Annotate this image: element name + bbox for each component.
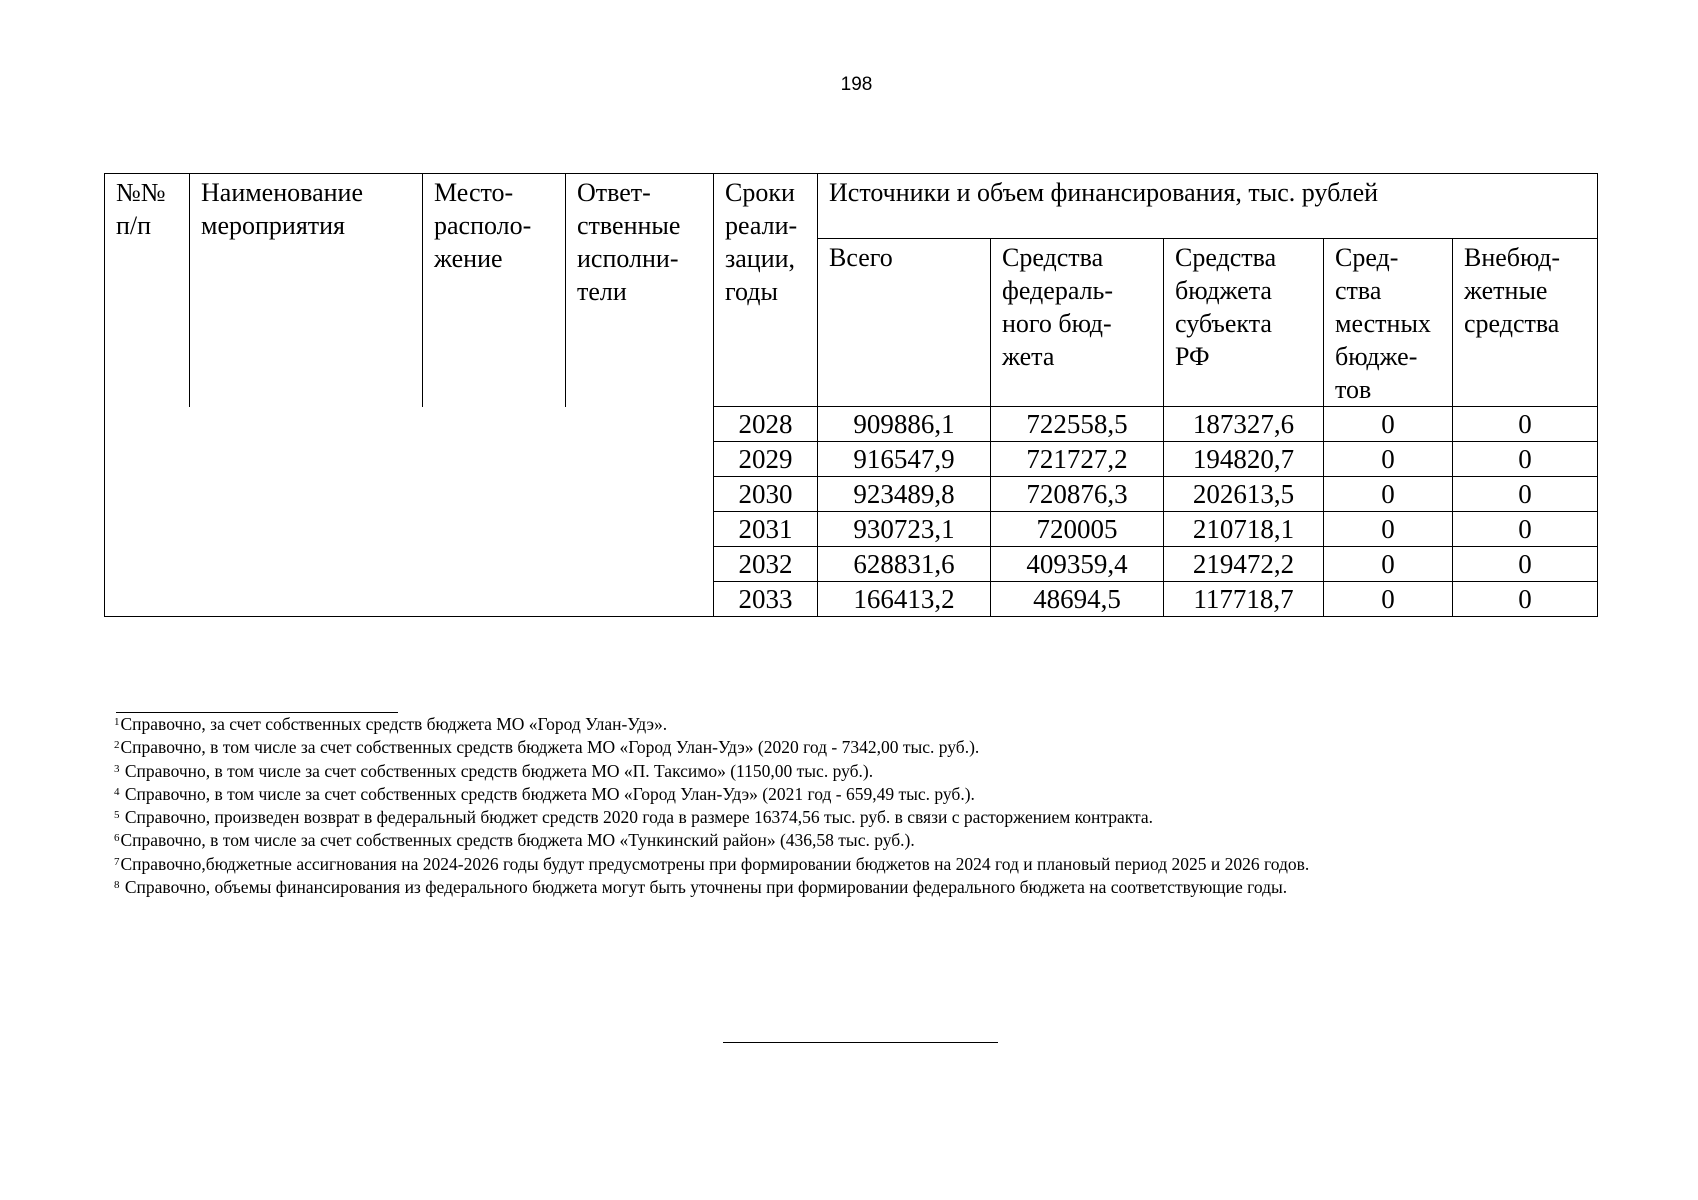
cell-year: 2031 xyxy=(714,512,818,547)
footnote-4 xyxy=(114,783,1594,806)
footnote-5 xyxy=(114,806,1594,829)
cell-regional: 219472,2 xyxy=(1164,547,1324,582)
cell-local: 0 xyxy=(1324,407,1453,442)
page-number: 198 xyxy=(840,74,873,95)
cell-extra: 0 xyxy=(1453,582,1598,617)
cell-year: 2033 xyxy=(714,582,818,617)
cell-local: 0 xyxy=(1324,582,1453,617)
cell-year: 2028 xyxy=(714,407,818,442)
cell-regional: 187327,6 xyxy=(1164,407,1324,442)
cell-federal: 722558,5 xyxy=(991,407,1164,442)
financing-table xyxy=(104,173,1598,617)
cell-regional: 194820,7 xyxy=(1164,442,1324,477)
footnote-mark: 3 xyxy=(114,762,120,775)
cell-extra: 0 xyxy=(1453,407,1598,442)
cell-federal: 48694,5 xyxy=(991,582,1164,617)
footnotes xyxy=(114,713,1594,899)
empty-merged-cell xyxy=(105,407,714,617)
footnote-1 xyxy=(114,713,1594,736)
cell-local: 0 xyxy=(1324,477,1453,512)
cell-local: 0 xyxy=(1324,512,1453,547)
footnote-6 xyxy=(114,829,1594,852)
cell-federal: 721727,2 xyxy=(991,442,1164,477)
footnote-mark: 6 xyxy=(114,832,120,845)
cell-federal: 720005 xyxy=(991,512,1164,547)
cell-total: 930723,1 xyxy=(818,512,991,547)
footnote-mark: 8 xyxy=(114,879,120,892)
header-local: Сред- ства местных бюдже- тов xyxy=(1324,239,1453,407)
footnote-text: Справочно, произведен возврат в федеральный бюджет средств 2020 года в размере 16374,56 тыс. руб. в связи с расторжением контракта. xyxy=(120,807,1154,828)
header-regional: Средства бюджета субъекта РФ xyxy=(1164,239,1324,407)
footnote-text: Справочно, в том числе за счет собственных средств бюджета МО «Тункинский район» (436,58 тыс. руб.). xyxy=(120,830,915,851)
footnote-mark: 5 xyxy=(114,809,120,822)
footnote-7 xyxy=(114,853,1594,876)
footnote-2 xyxy=(114,736,1594,759)
footnote-3 xyxy=(114,760,1594,783)
header-extra: Внебюд- жетные средства xyxy=(1453,239,1598,407)
cell-total: 166413,2 xyxy=(818,582,991,617)
header-sources: Источники и объем финансирования, тыс. рублей xyxy=(818,174,1598,239)
cell-local: 0 xyxy=(1324,442,1453,477)
end-of-document-line xyxy=(723,1042,998,1043)
cell-year: 2032 xyxy=(714,547,818,582)
cell-regional: 117718,7 xyxy=(1164,582,1324,617)
cell-extra: 0 xyxy=(1453,547,1598,582)
cell-local: 0 xyxy=(1324,547,1453,582)
header-total: Всего xyxy=(818,239,991,407)
header-name: Наименование мероприятия xyxy=(190,174,423,407)
cell-total: 923489,8 xyxy=(818,477,991,512)
cell-extra: 0 xyxy=(1453,512,1598,547)
footnote-text: Справочно,бюджетные ассигнования на 2024-2026 годы будут предусмотрены при формировании бюджетов на 2024 год и плановый период 2025 и 2026 годов. xyxy=(120,853,1310,874)
cell-extra: 0 xyxy=(1453,477,1598,512)
footnote-mark: 4 xyxy=(114,785,120,798)
header-location: Место- располо- жение xyxy=(423,174,566,407)
cell-federal: 720876,3 xyxy=(991,477,1164,512)
cell-year: 2029 xyxy=(714,442,818,477)
footnote-text: Справочно, в том числе за счет собственных средств бюджета МО «П. Таксимо» (1150,00 тыс. руб.). xyxy=(120,760,874,781)
cell-federal: 409359,4 xyxy=(991,547,1164,582)
cell-regional: 210718,1 xyxy=(1164,512,1324,547)
footnote-mark: 7 xyxy=(114,855,120,868)
cell-regional: 202613,5 xyxy=(1164,477,1324,512)
cell-total: 628831,6 xyxy=(818,547,991,582)
footnote-text: Справочно, объемы финансирования из федерального бюджета могут быть уточнены при формировании федерального бюджета на соответствующие годы. xyxy=(120,877,1288,898)
footnote-text: Справочно, в том числе за счет собственных средств бюджета МО «Город Улан-Удэ» (2021 год - 659,49 тыс. руб.). xyxy=(120,783,975,804)
cell-total: 916547,9 xyxy=(818,442,991,477)
header-num: №№ п/п xyxy=(105,174,190,407)
footnote-mark: 1 xyxy=(114,716,120,728)
header-responsible: Ответ- ственные исполни- тели xyxy=(566,174,714,407)
header-federal: Средства федераль- ного бюд- жета xyxy=(991,239,1164,407)
footnote-8 xyxy=(114,876,1594,899)
cell-year: 2030 xyxy=(714,477,818,512)
cell-extra: 0 xyxy=(1453,442,1598,477)
header-terms: Сроки реали- зации, годы xyxy=(714,174,818,407)
cell-total: 909886,1 xyxy=(818,407,991,442)
footnote-mark: 2 xyxy=(114,739,120,752)
footnote-text: Справочно, в том числе за счет собственных средств бюджета МО «Город Улан-Удэ» (2020 год - 7342,00 тыс. руб.). xyxy=(120,737,980,758)
footnote-text: Справочно, за счет собственных средств бюджета МО «Город Улан-Удэ». xyxy=(120,714,668,734)
